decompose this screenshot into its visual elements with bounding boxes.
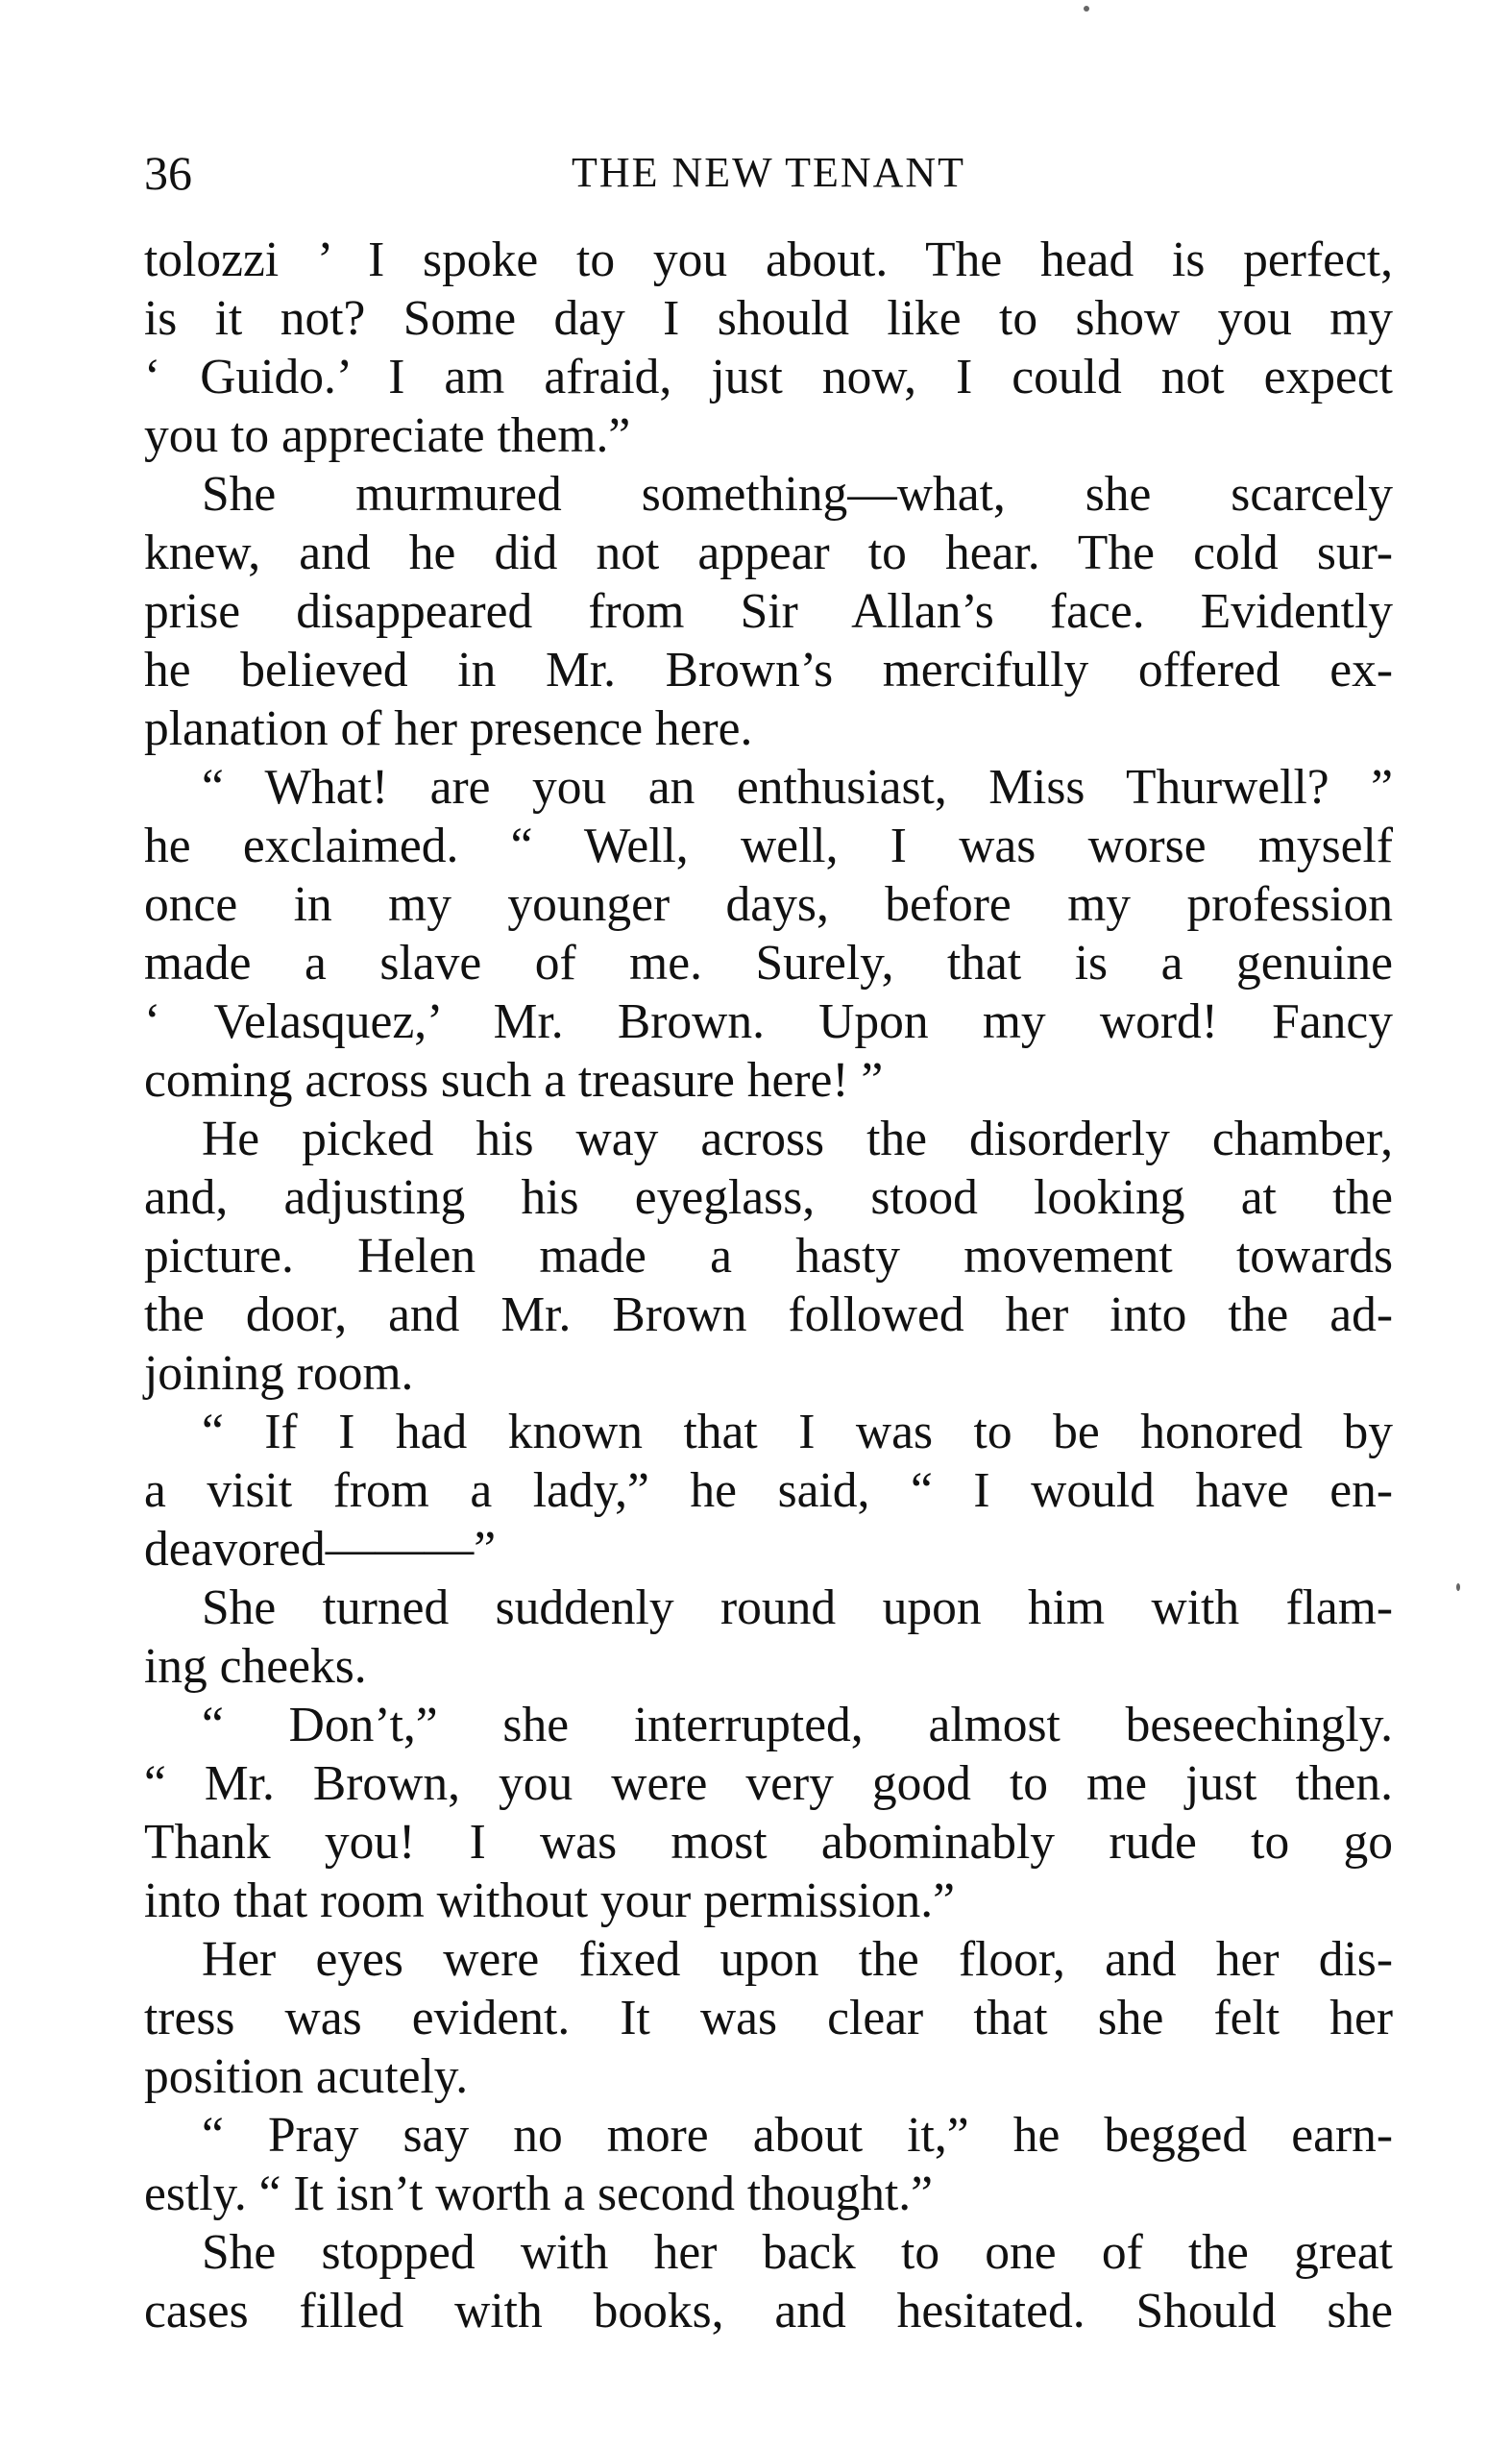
- text-line: prise disappeared from Sir Allan’s face. Evidently: [144, 584, 1393, 639]
- text-line: once in my younger days, before my profession: [144, 877, 1393, 932]
- text-line: “ Mr. Brown, you were very good to me just then.: [144, 1756, 1393, 1811]
- text-line: tress was evident. It was clear that she felt her: [144, 1991, 1393, 2045]
- running-title: THE NEW TENANT: [571, 149, 966, 196]
- text-line: picture. Helen made a hasty movement towards: [144, 1229, 1393, 1284]
- text-line: “ What! are you an enthusiast, Miss Thurwell? ”: [202, 760, 1393, 815]
- text-line: you to appreciate them.”: [144, 408, 631, 463]
- text-line: Her eyes were fixed upon the floor, and her dis-: [202, 1932, 1393, 1987]
- text-line: he believed in Mr. Brown’s mercifully offered ex-: [144, 643, 1393, 698]
- text-line: tolozzi ’ I spoke to you about. The head is perfect,: [144, 233, 1393, 287]
- text-line: ‘ Velasquez,’ Mr. Brown. Upon my word! Fancy: [144, 994, 1393, 1049]
- text-line: and, adjusting his eyeglass, stood looking at the: [144, 1170, 1393, 1225]
- text-line: the door, and Mr. Brown followed her into the ad-: [144, 1287, 1393, 1342]
- text-line: into that room without your permission.”: [144, 1873, 955, 1928]
- ink-speck-top: [1084, 6, 1089, 12]
- body-text: [144, 231, 1393, 2340]
- text-line: “ Don’t,” she interrupted, almost beseechingly.: [202, 1698, 1393, 1752]
- text-line: he exclaimed. “ Well, well, I was worse myself: [144, 819, 1393, 873]
- text-line: planation of her presence here.: [144, 701, 753, 756]
- text-line: She turned suddenly round upon him with flam-: [202, 1580, 1393, 1635]
- text-line: coming across such a treasure here! ”: [144, 1053, 884, 1108]
- text-line: cases filled with books, and hesitated. Should she: [144, 2284, 1393, 2338]
- text-line: “ Pray say no more about it,” he begged earn-: [202, 2108, 1393, 2163]
- text-line: made a slave of me. Surely, that is a genuine: [144, 936, 1393, 991]
- text-line: position acutely.: [144, 2049, 469, 2104]
- text-line: ‘ Guido.’ I am afraid, just now, I could not expect: [144, 350, 1393, 404]
- text-line: Thank you! I was most abominably rude to go: [144, 1815, 1393, 1870]
- text-line: She murmured something—what, she scarcely: [202, 467, 1393, 522]
- page-number: 36: [144, 146, 192, 200]
- text-line: deavored———”: [144, 1522, 497, 1577]
- text-line: a visit from a lady,” he said, “ I would have en-: [144, 1463, 1393, 1518]
- text-line: estly. “ It isn’t worth a second thought.”: [144, 2166, 933, 2221]
- text-line: “ If I had known that I was to be honored by: [202, 1405, 1393, 1459]
- text-line: He picked his way across the disorderly chamber,: [202, 1112, 1393, 1166]
- text-line: is it not? Some day I should like to show you my: [144, 291, 1393, 346]
- text-line: knew, and he did not appear to hear. The cold sur-: [144, 526, 1393, 580]
- text-line: ing cheeks.: [144, 1639, 367, 1694]
- text-line: joining room.: [144, 1346, 414, 1401]
- ink-speck-margin: [1456, 1583, 1460, 1591]
- page-header: [144, 144, 1393, 202]
- text-line: She stopped with her back to one of the great: [202, 2225, 1393, 2280]
